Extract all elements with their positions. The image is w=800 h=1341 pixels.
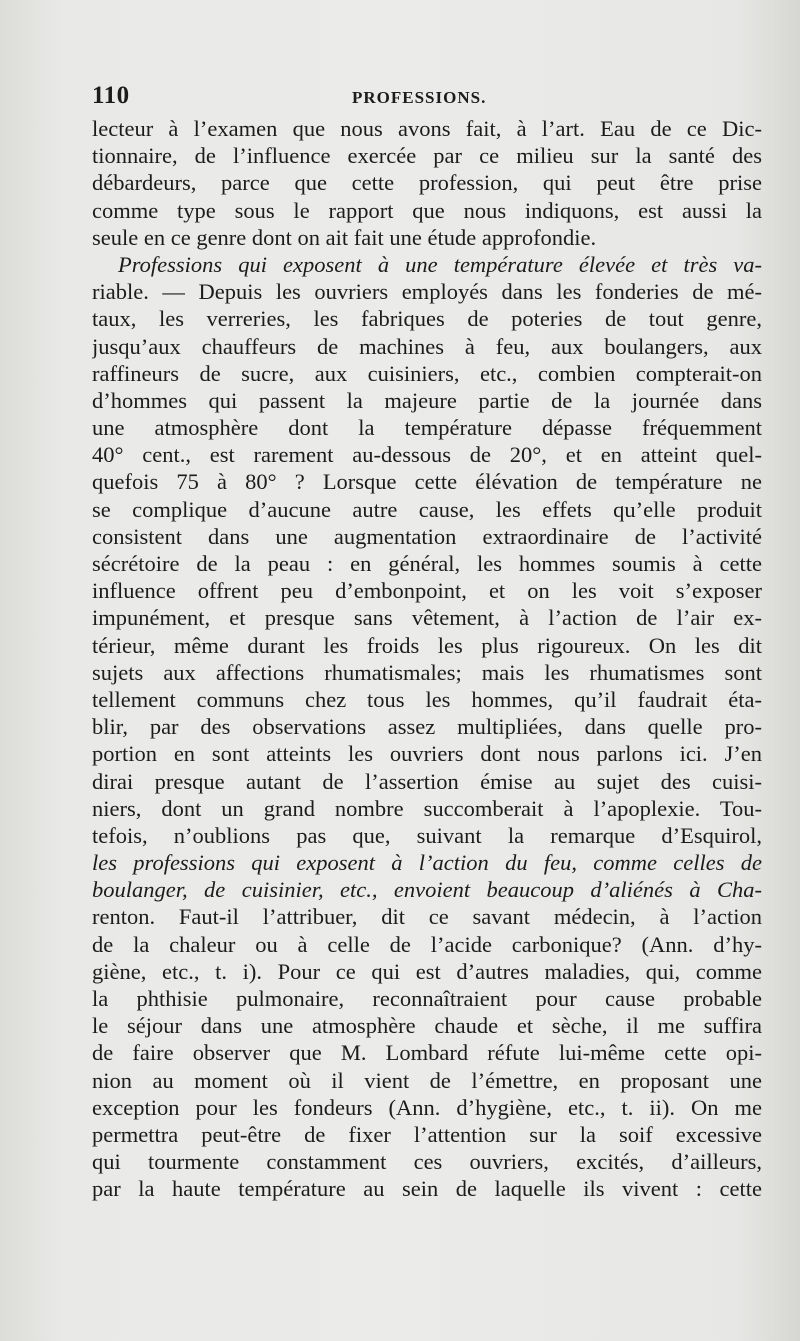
text-line: taux, les verreries, les fabriques de poteries de tout genre, (92, 306, 762, 332)
text-line: d’hommes qui passent la majeure partie de la journée dans (92, 387, 762, 413)
text-line: niers, dont un grand nombre succomberait à l’apoplexie. Tou- (92, 795, 762, 821)
text-line: blir, par des observations assez multipliées, dans quelle pro- (92, 714, 762, 740)
text-line: les professions qui exposent à l’action du feu, comme celles de (92, 850, 762, 876)
text-line: de faire observer que M. Lombard réfute lui-même cette opi- (92, 1040, 762, 1066)
text-line: de la chaleur ou à celle de l’acide carbonique? (Ann. d’hy- (92, 931, 762, 957)
text-line: 40° cent., est rarement au-dessous de 20°, et en atteint quel- (92, 442, 762, 468)
body-text (92, 115, 762, 1203)
text-line: giène, etc., t. i). Pour ce qui est d’autres maladies, qui, comme (92, 958, 762, 984)
page-number: 110 (92, 82, 130, 109)
running-title: PROFESSIONS. (352, 88, 487, 107)
text-line: une atmosphère dont la température dépasse fréquemment (92, 415, 762, 441)
text-line: tionnaire, de l’influence exercée par ce milieu sur la santé des (92, 143, 762, 169)
text-line: renton. Faut-il l’attribuer, dit ce savant médecin, à l’action (92, 904, 762, 930)
text-line: influence offrent peu d’embonpoint, et on les voit s’exposer (92, 578, 762, 604)
text-line: lecteur à l’examen que nous avons fait, à l’art. Eau de ce Dic- (92, 116, 762, 141)
text-line: se complique d’aucune autre cause, les effets qu’elle produit (92, 496, 762, 522)
page-header (92, 82, 762, 112)
text-line: débardeurs, parce que cette profession, qui peut être prise (92, 170, 762, 196)
text-line: raffineurs de sucre, aux cuisiniers, etc., combien compterait-on (92, 360, 762, 386)
text-line: le séjour dans une atmosphère chaude et sèche, il me suffira (92, 1013, 762, 1039)
text-line: exception pour les fondeurs (Ann. d’hygiène, etc., t. ii). On me (92, 1094, 762, 1120)
text-line: sujets aux affections rhumatismales; mais les rhumatismes sont (92, 659, 762, 685)
text-line: qui tourmente constamment ces ouvriers, excités, d’ailleurs, (92, 1149, 762, 1175)
text-line: la phthisie pulmonaire, reconnaîtraient pour cause probable (92, 986, 762, 1011)
text-line: Professions qui exposent à une température élevée et très va- (118, 251, 762, 277)
text-line: jusqu’aux chauffeurs de machines à feu, aux boulangers, aux (92, 333, 762, 359)
text-line: consistent dans une augmentation extraordinaire de l’activité (92, 523, 762, 549)
text-line: riable. — Depuis les ouvriers employés dans les fonderies de mé- (92, 279, 762, 305)
text-line: permettra peut-être de fixer l’attention sur la soif excessive (92, 1121, 762, 1147)
text-line: impunément, et presque sans vêtement, à l’action de l’air ex- (92, 605, 762, 631)
text-line: portion en sont atteints les ouvriers dont nous parlons ici. J’en (92, 741, 762, 767)
text-line: tefois, n’oublions pas que, suivant la remarque d’Esquirol, (92, 822, 762, 848)
text-line: quefois 75 à 80° ? Lorsque cette élévation de température ne (92, 469, 762, 495)
text-line: seule en ce genre dont on ait fait une étude approfondie. (92, 224, 597, 250)
text-line: sécrétoire de la peau : en général, les hommes soumis à cette (92, 551, 762, 576)
text-line: térieur, même durant les froids les plus rigoureux. On les dit (92, 632, 762, 658)
text-line: par la haute température au sein de laquelle ils vivent : cette (92, 1176, 762, 1202)
text-line: nion au moment où il vient de l’émettre, en proposant une (92, 1067, 762, 1093)
text-line: boulanger, de cuisinier, etc., envoient beaucoup d’aliénés à Cha- (92, 877, 762, 903)
text-line: dirai presque autant de l’assertion émise au sujet des cuisi- (92, 768, 762, 794)
text-line: comme type sous le rapport que nous indiquons, est aussi la (92, 197, 762, 223)
text-line: tellement communs chez tous les hommes, qu’il faudrait éta- (92, 686, 762, 712)
